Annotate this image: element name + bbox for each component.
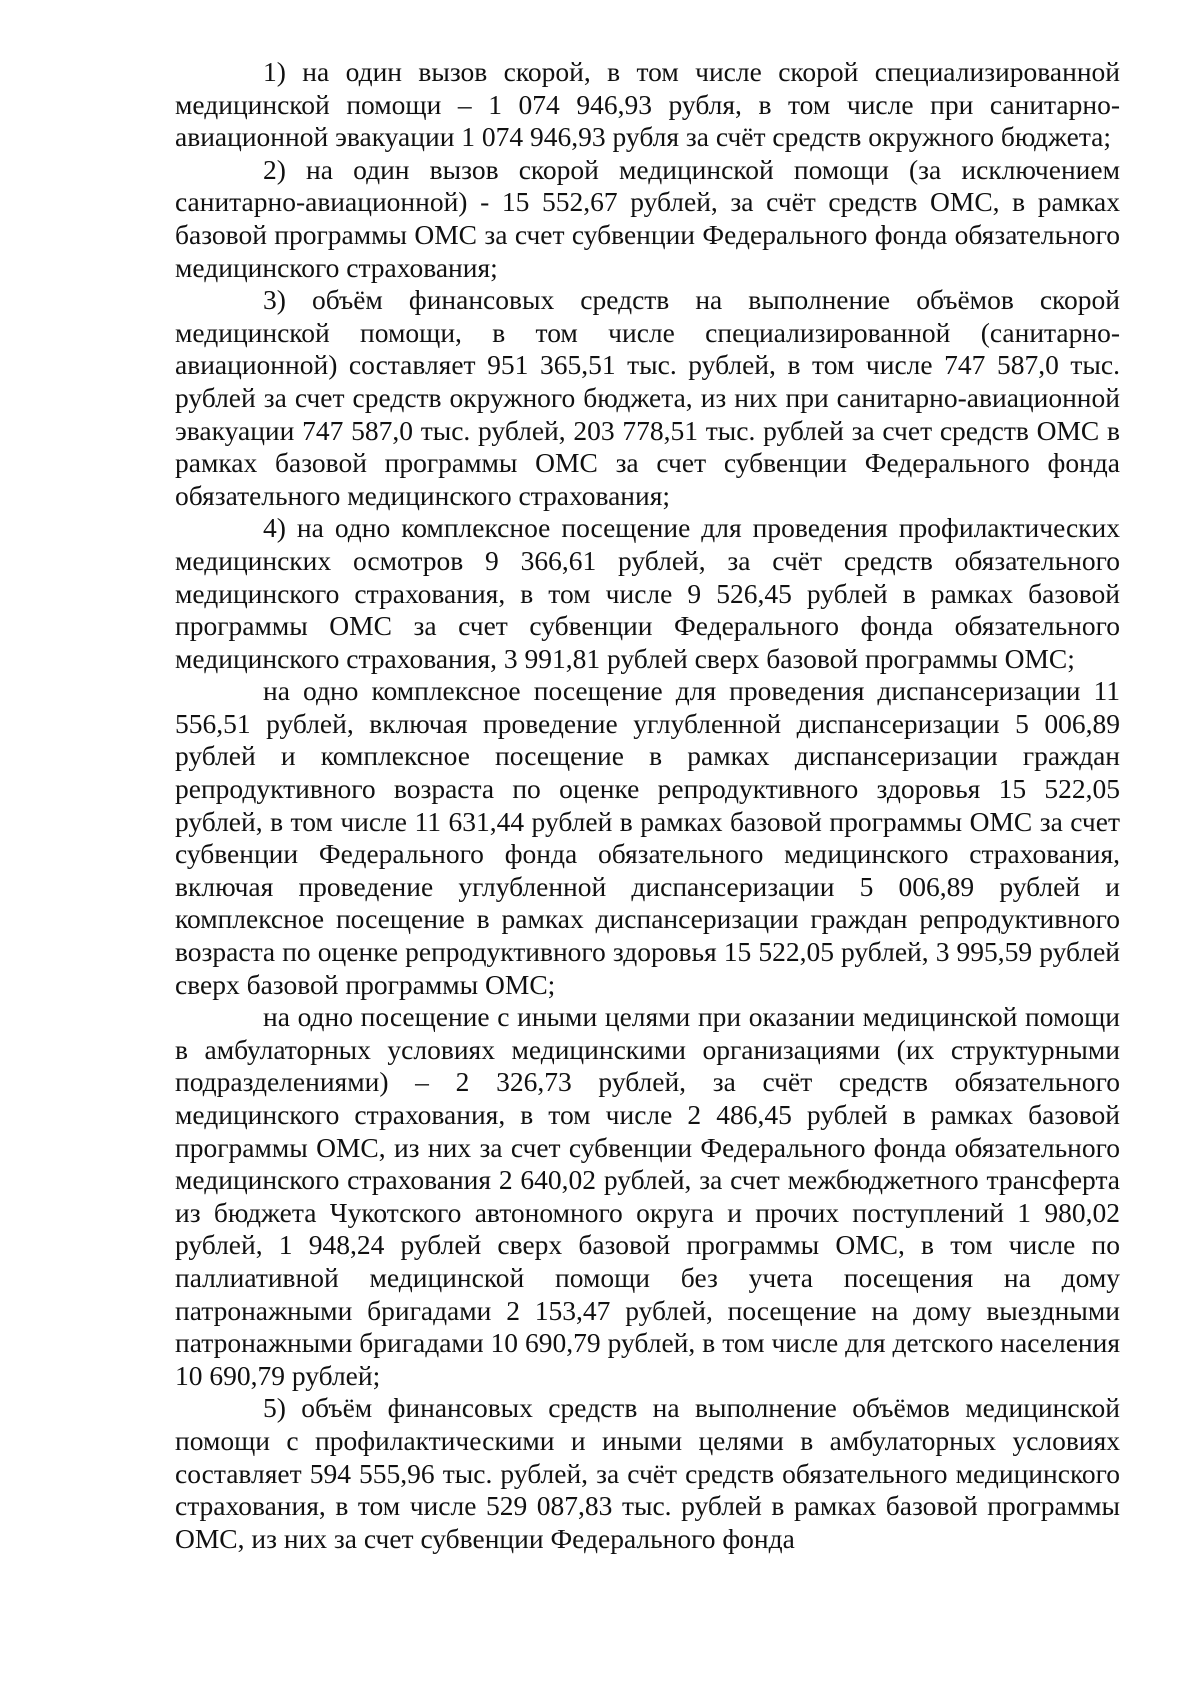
paragraph-item-4: 4) на одно комплексное посещение для проведения профилактических медицинских осмотров 9 366,61 рублей, за счёт средств обязательного медицинского страхования, в том числе 9 526,45 рублей в рамках базовой программы ОМС за счет субвенции Федерального фонда обязательного медицинского страхования, 3 991,81 рублей сверх базовой программы ОМС; bbox=[175, 512, 1120, 674]
paragraph-item-3: 3) объём финансовых средств на выполнение объёмов скорой медицинской помощи, в том числе специализированной (санитарно-авиационной) составляет 951 365,51 тыс. рублей, в том числе 747 587,0 тыс. рублей за счет средств окружного бюджета, из них при санитарно-авиационной эвакуации 747 587,0 тыс. рублей, 203 778,51 тыс. рублей за счет средств ОМС в рамках базовой программы ОМС за счет субвенции Федерального фонда обязательного медицинского страхования; bbox=[175, 284, 1120, 511]
paragraph-item-2: 2) на один вызов скорой медицинской помощи (за исключением санитарно-авиационной) - 15 552,67 рублей, за счёт средств ОМС, в рамках базовой программы ОМС за счет субвенции Федерального фонда обязательного медицинского страхования; bbox=[175, 153, 1120, 283]
paragraph-item-1: 1) на один вызов скорой, в том числе скорой специализированной медицинской помощи – 1 074 946,93 рубля, в том числе при санитарно-авиационной эвакуации 1 074 946,93 рубля за счёт средств окружного бюджета; bbox=[175, 56, 1120, 153]
paragraph-item-5: 5) объём финансовых средств на выполнение объёмов медицинской помощи с профилактическими и иными целями в амбулаторных условиях составляет 594 555,96 тыс. рублей, за счёт средств обязательного медицинского страхования, в том числе 529 087,83 тыс. рублей в рамках базовой программы ОМС, из них за счет субвенции Федерального фонда bbox=[175, 1392, 1120, 1554]
document-page bbox=[175, 56, 1120, 1555]
paragraph-other-visit: на одно посещение с иными целями при оказании медицинской помощи в амбулаторных условиях медицинскими организациями (их структурными подразделениями) – 2 326,73 рублей, за счёт средств обязательного медицинского страхования, в том числе 2 486,45 рублей в рамках базовой программы ОМС, из них за счет субвенции Федерального фонда обязательного медицинского страхования 2 640,02 рублей, за счет межбюджетного трансферта из бюджета Чукотского автономного округа и прочих поступлений 1 980,02 рублей, 1 948,24 рублей сверх базовой программы ОМС, в том числе по паллиативной медицинской помощи без учета посещения на дому патронажными бригадами 2 153,47 рублей, посещение на дому выездными патронажными бригадами 10 690,79 рублей, в том числе для детского населения 10 690,79 рублей; bbox=[175, 1001, 1120, 1391]
paragraph-dispensary-visit: на одно комплексное посещение для проведения диспансеризации 11 556,51 рублей, включая проведение углубленной диспансеризации 5 006,89 рублей и комплексное посещение в рамках диспансеризации граждан репродуктивного возраста по оценке репродуктивного здоровья 15 522,05 рублей, в том числе 11 631,44 рублей в рамках базовой программы ОМС за счет субвенции Федерального фонда обязательного медицинского страхования, включая проведение углубленной диспансеризации 5 006,89 рублей и комплексное посещение в рамках диспансеризации граждан репродуктивного возраста по оценке репродуктивного здоровья 15 522,05 рублей, 3 995,59 рублей сверх базовой программы ОМС; bbox=[175, 675, 1120, 1000]
